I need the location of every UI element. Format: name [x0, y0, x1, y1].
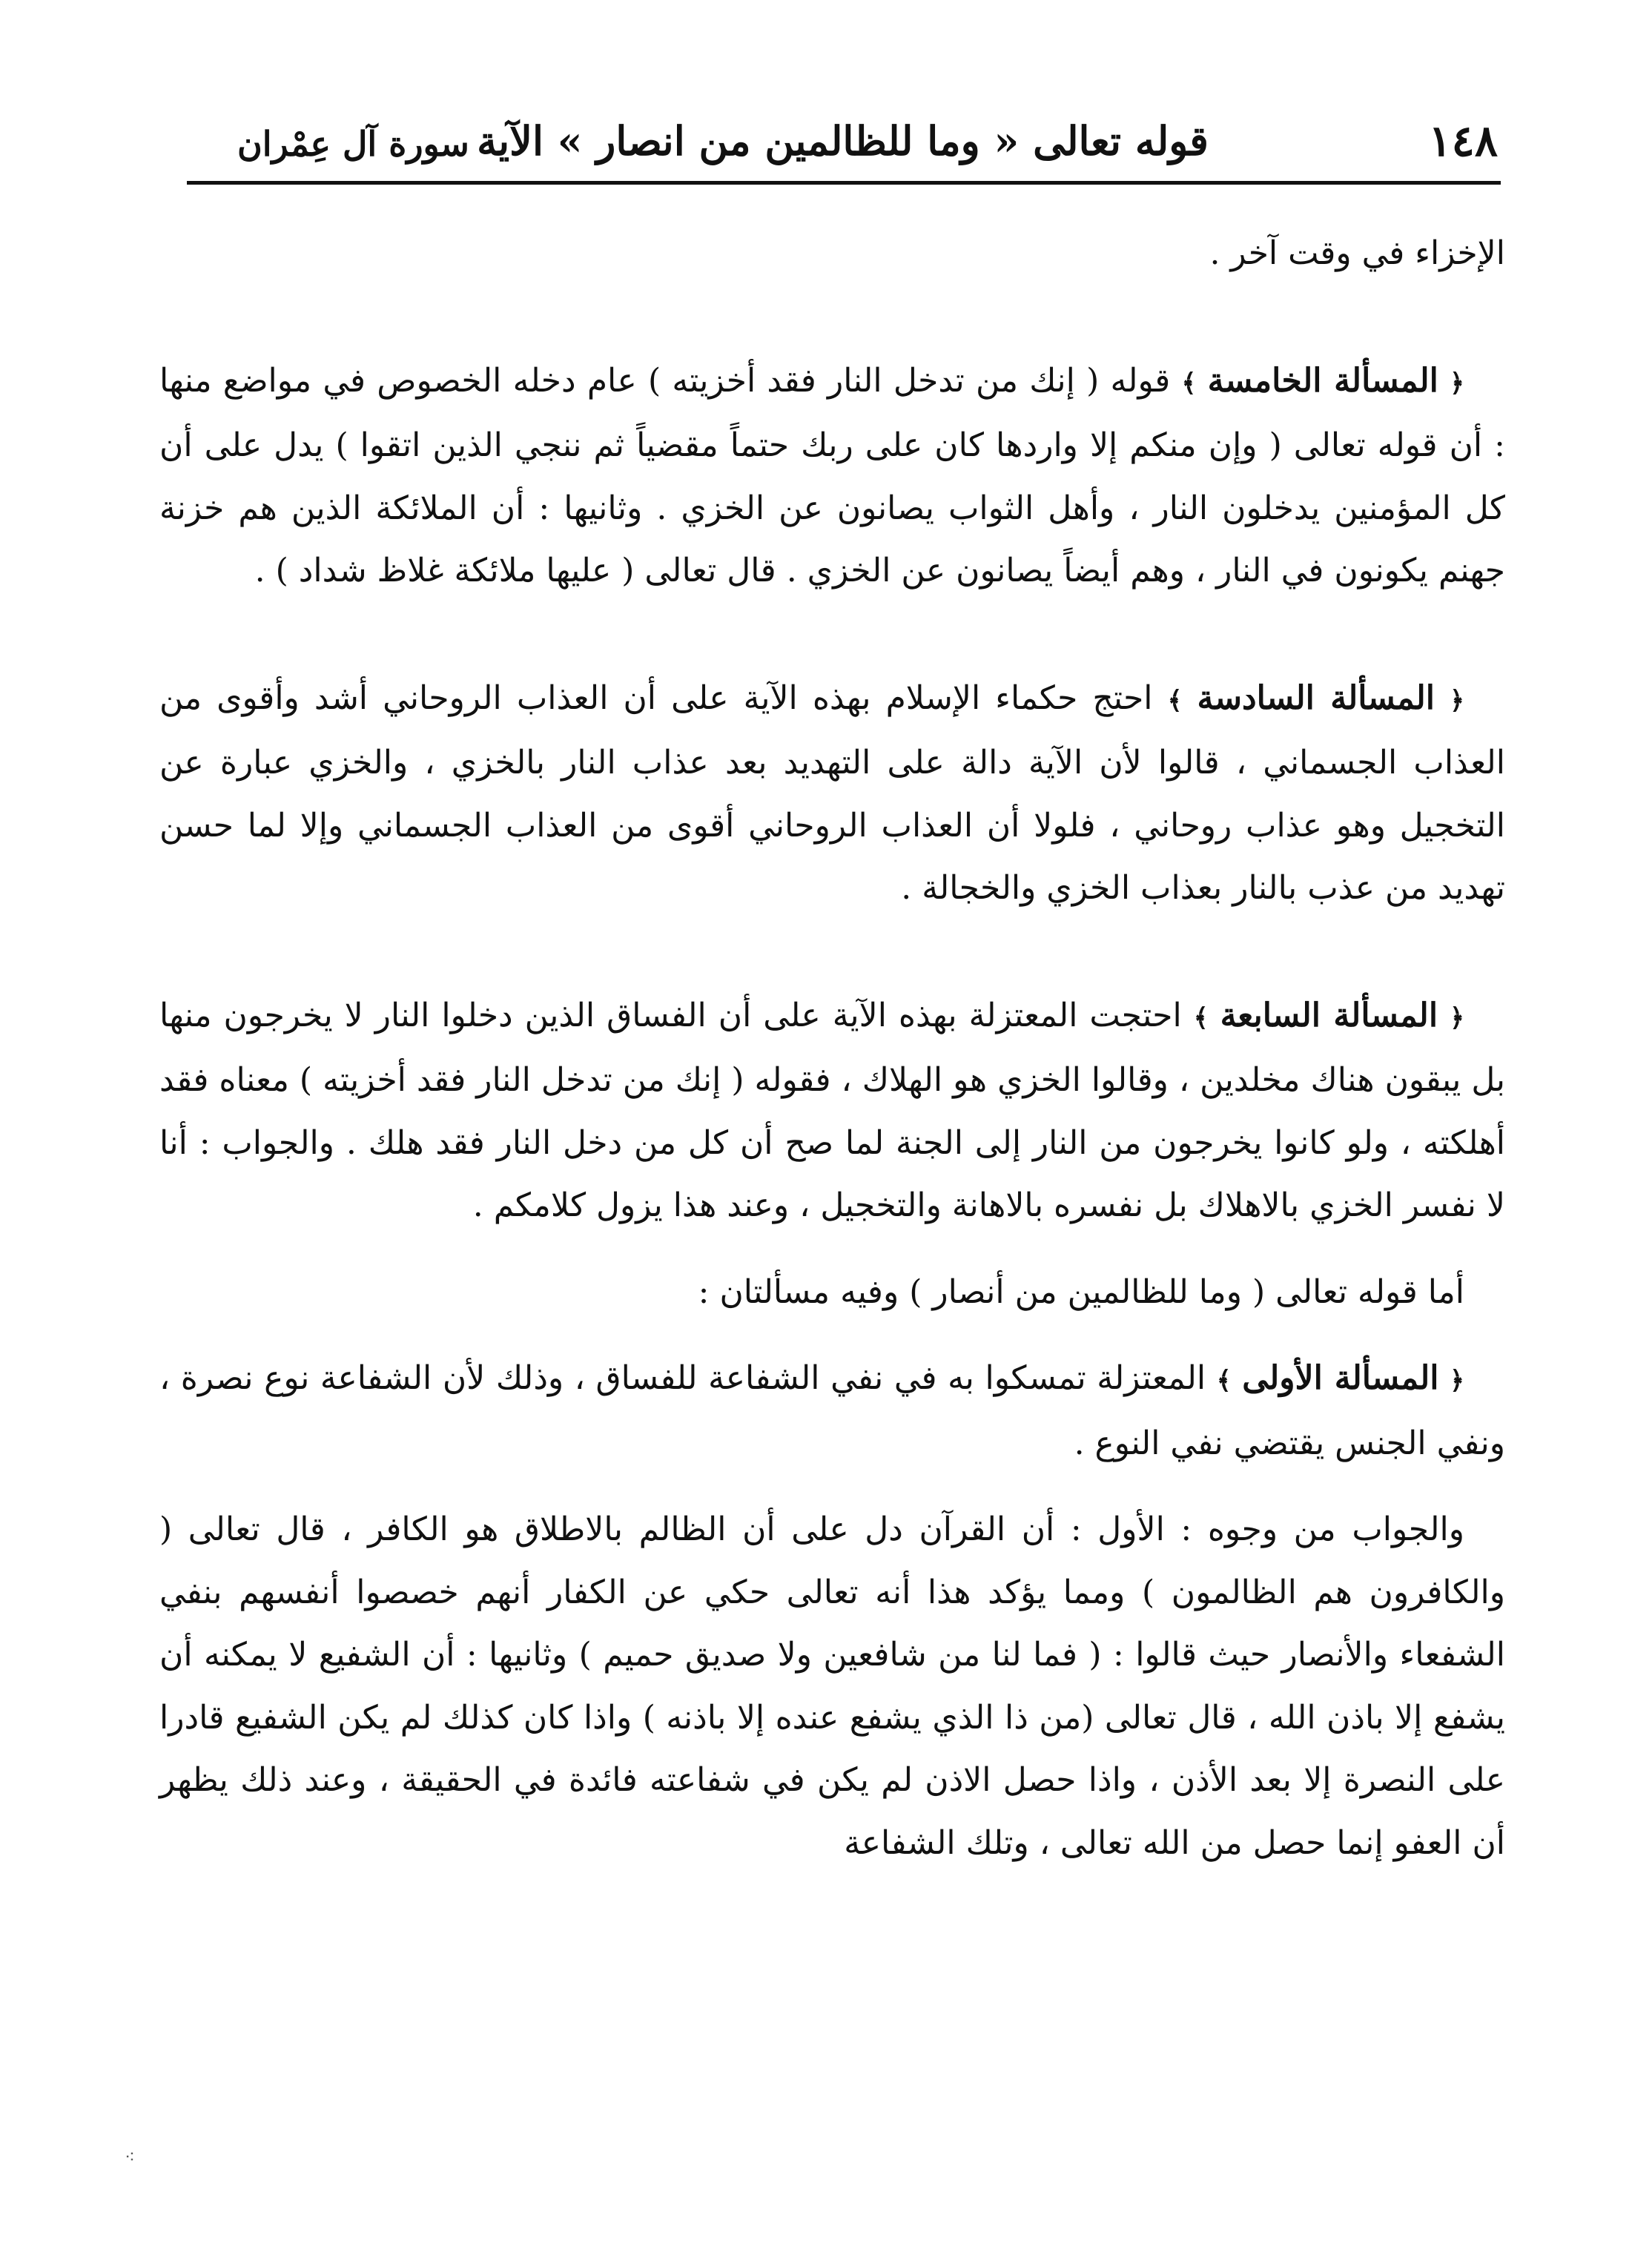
paragraph-text: احتجت المعتزلة بهذه الآية على أن الفساق الذين دخلوا النار لا يخرجون منها بل يبقون هناك مخلدين ، وقالوا الخزي هو الهلاك ، فقوله ( إنك من تدخل النار فقد أخزيته ) معناه فقد أهلكته ، ولو كانوا يخرجون من النار إلى الجنة لما صح أن كل من دخل النار فقد هلك . والجواب : أنا لا نفسر الخزي بالاهلاك بل نفسره بالاهانة والتخجيل ، وعند هذا يزول كلامكم .: [159, 996, 1506, 1224]
paragraph-first-issue: [159, 1347, 1505, 1475]
ornament-open: ﴿: [1450, 368, 1464, 398]
ornament-close: ﴾: [1181, 368, 1197, 398]
section-title: المسألة الأولى: [1242, 1359, 1439, 1397]
ornament-close: ﴾: [1193, 1003, 1209, 1033]
paragraph-seventh-issue: [159, 985, 1505, 1238]
paragraph-text: احتج حكماء الإسلام بهذه الآية على أن العذاب الروحاني أشد وأقوى من العذاب الجسماني ، قالوا لأن الآية دالة على التهديد بعد عذاب النار بالخزي ، والخزي عبارة عن التخجيل وهو عذاب روحاني ، فلولا أن العذاب الروحاني أقوى من العذاب الجسماني وإلا لما حسن تهديد من عذب بالنار بعذاب الخزي والخجالة .: [159, 678, 1505, 907]
section-title: المسألة السابعة: [1220, 996, 1438, 1034]
surah-name: سورة آل عِمْران: [237, 124, 469, 164]
ornament-open: ﴿: [1450, 1003, 1464, 1033]
ornament-close: ﴾: [1216, 1366, 1232, 1396]
paragraph-verse-intro: [159, 1261, 1505, 1324]
paragraph-text: الإخزاء في وقت آخر .: [1209, 234, 1505, 272]
paragraph-continuation: [159, 222, 1505, 285]
paragraph-text: المعتزلة تمسكوا به في نفي الشفاعة للفساق ، وذلك لأن الشفاعة نوع نصرة ، ونفي الجنس يقتضي نفي النوع .: [159, 1359, 1505, 1462]
paragraph-text: أما قوله تعالى ( وما للظالمين من أنصار ) وفيه مسألتان :: [698, 1272, 1464, 1311]
paragraph-answer: [159, 1499, 1505, 1875]
page-header: [185, 111, 1498, 171]
ornament-close: ﴾: [1167, 685, 1183, 716]
running-head: قوله تعالى « وما للظالمين من انصار » الآية: [477, 117, 1209, 165]
paragraph-text: والجواب من وجوه : الأول : أن القرآن دل على أن الظالم بالاطلاق هو الكافر ، قال تعالى ( والكافرون هم الظالمون ) ومما يؤكد هذا أنه تعالى حكي عن الكفار أنهم خصصوا أنفسهم بنفي الشفعاء والأنصار حيث قالوا : ( فما لنا من شافعين ولا صديق حميم ) وثانيها : أن الشفيع لا يمكنه أن يشفع إلا باذن الله ، قال تعالى (من ذا الذي يشفع عنده إلا باذنه ) واذا كان كذلك لم يكن الشفيع قادرا على النصرة إلا بعد الأذن ، واذا حصل الاذن لم يكن في شفاعته فائدة في الحقيقة ، وعند ذلك يظهر أن العفو إنما حصل من الله تعالى ، وتلك الشفاعة: [159, 1510, 1505, 1862]
margin-mark: ⁖: [125, 2147, 138, 2167]
page-number: ١٤٨: [1428, 116, 1498, 166]
ornament-open: ﴿: [1450, 1366, 1464, 1396]
section-title: المسألة الخامسة: [1207, 361, 1438, 400]
section-title: المسألة السادسة: [1197, 678, 1435, 717]
header-divider: [187, 181, 1501, 185]
paragraph-text: قوله ( إنك من تدخل النار فقد أخزيته ) عام دخله الخصوص في مواضع منها : أن قوله تعالى ( وإن منكم إلا واردها كان على ربك حتماً مقضياً ثم ننجي الذين اتقوا ) يدل على أن كل المؤمنين يدخلون النار ، وأهل الثواب يصانون عن الخزي . وثانيها : أن الملائكة الذين هم خزنة جهنم يكونون في النار ، وهم أيضاً يصانون عن الخزي . قال تعالى ( عليها ملائكة غلاظ شداد ) .: [159, 361, 1505, 590]
paragraph-sixth-issue: [159, 667, 1505, 920]
paragraph-fifth-issue: [159, 350, 1505, 603]
page-body: [159, 222, 1505, 1875]
ornament-open: ﴿: [1450, 685, 1464, 716]
